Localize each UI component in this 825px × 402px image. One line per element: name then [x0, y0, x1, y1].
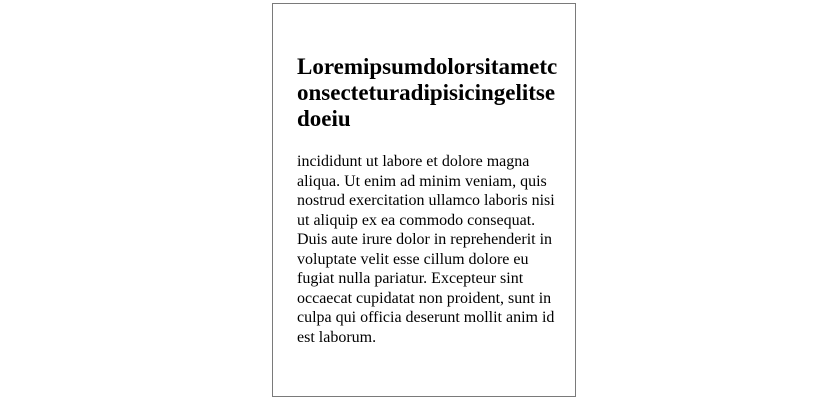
- article-content: [297, 54, 559, 347]
- article-card: [272, 3, 576, 397]
- article-body: incididunt ut labore et dolore magna aliqua. Ut enim ad minim veniam, quis nostrud exercitation ullamco laboris nisi ut aliquip ex ea commodo consequat. Duis aute irure dolor in reprehenderit in voluptate velit esse cillum dolore eu fugiat nulla pariatur. Excepteur sint occaecat cupidatat non proident, sunt in culpa qui officia deserunt mollit anim id est laborum.: [297, 153, 555, 346]
- article-heading: Loremipsumdolorsitametconsecteturadipisicingelitsedoeiu: [297, 54, 558, 131]
